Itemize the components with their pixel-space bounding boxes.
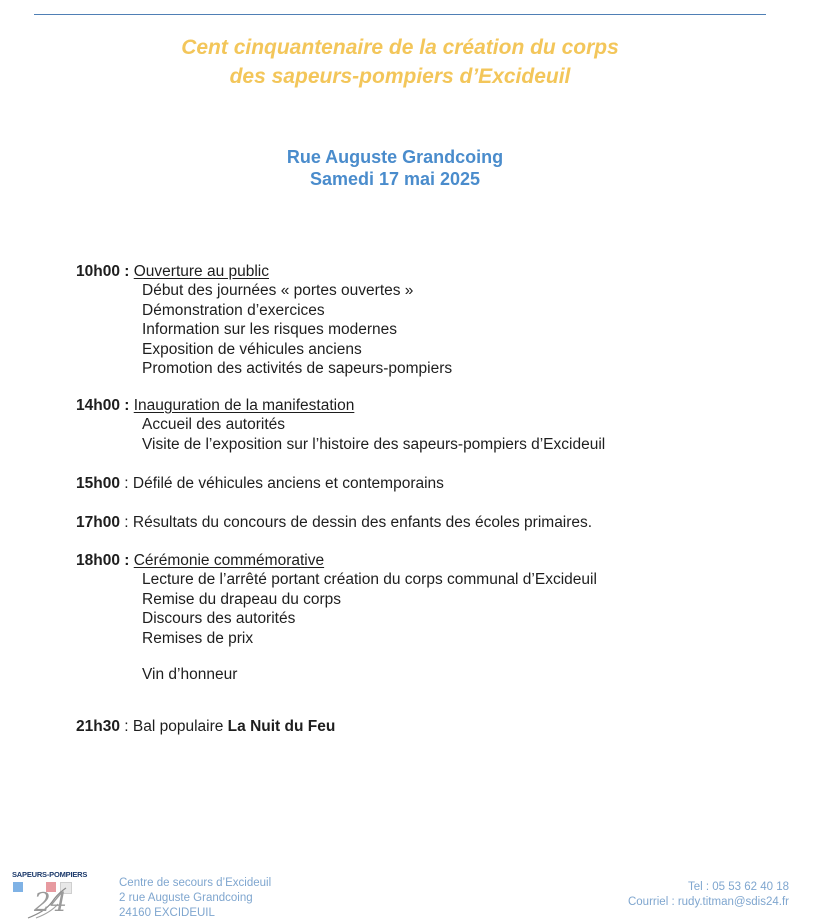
slot-item: Accueil des autorités [142,416,286,433]
slot-time: 10h00 [76,263,120,280]
slot-title: Inauguration de la manifestation [133,397,355,414]
document-title [0,33,800,91]
slot-item: Exposition de véhicules anciens [142,340,362,358]
slot-item: Démonstration d’exercices [142,301,325,319]
slot-title: Défilé de véhicules anciens et contemporains [132,475,444,492]
slot-title-prefix: Bal populaire [132,718,224,735]
time-separator: : [119,397,134,414]
event-info [0,146,790,190]
schedule-slot-21h30 [76,717,776,736]
schedule-slot-15h00 [76,474,776,493]
event-location: Rue Auguste Grandcoing [286,147,504,167]
slot-time: 21h30 [76,718,120,735]
slot-title-bold: La Nuit du Feu [227,718,336,735]
slot-item: Remise du drapeau du corps [142,590,342,608]
slot-title: Ouverture au public [133,263,270,280]
slot-item: Discours des autorités [142,610,296,627]
slot-time: 15h00 [76,475,120,492]
slot-item: Début des journées « portes ouvertes » [142,282,414,299]
slot-title: Cérémonie commémorative [133,552,325,569]
schedule-slot-18h00 [76,551,776,685]
top-rule [34,14,766,15]
time-separator: : [119,552,134,569]
schedule-slot-17h00 [76,513,776,532]
slot-time: 17h00 [76,514,120,531]
address-line: 24160 EXCIDEUIL [119,907,215,919]
slot-item: Information sur les risques modernes [142,321,398,338]
address-line: Centre de secours d’Excideuil [119,877,272,889]
slot-extra: Vin d’honneur [142,666,238,683]
time-separator: : [119,475,133,492]
sapeurs-pompiers-logo [12,870,88,920]
slot-item: Remises de prix [142,629,254,647]
logo-number: 24 [34,888,68,918]
footer-phone: Tel : 05 53 62 40 18 [687,881,789,893]
title-line-2: des sapeurs-pompiers d’Excideuil [229,65,571,88]
slot-title: Résultats du concours de dessin des enfants des écoles primaires. [132,514,593,531]
time-separator: : [119,263,134,280]
address-line: 2 rue Auguste Grandcoing [119,892,253,904]
time-separator: : [119,718,133,735]
event-date: Samedi 17 mai 2025 [309,169,481,189]
slot-time: 18h00 [76,552,120,569]
slot-item: Visite de l’exposition sur l’histoire des sapeurs-pompiers d’Excideuil [142,435,606,453]
schedule-slot-14h00 [76,396,776,454]
schedule-slot-10h00 [76,262,776,379]
footer-address [119,876,271,921]
logo-blue-square [13,882,23,892]
time-separator: : [119,514,133,531]
slot-item: Promotion des activités de sapeurs-pompiers [142,360,453,377]
logo-text: SAPEURS-POMPIERS [12,870,88,879]
title-line-1: Cent cinquantenaire de la création du corps [181,36,619,59]
footer-contact [628,880,789,910]
footer-email: Courriel : rudy.titman@sdis24.fr [627,896,789,908]
slot-time: 14h00 [76,397,120,414]
slot-item: Lecture de l’arrêté portant création du corps communal d’Excideuil [142,571,597,588]
